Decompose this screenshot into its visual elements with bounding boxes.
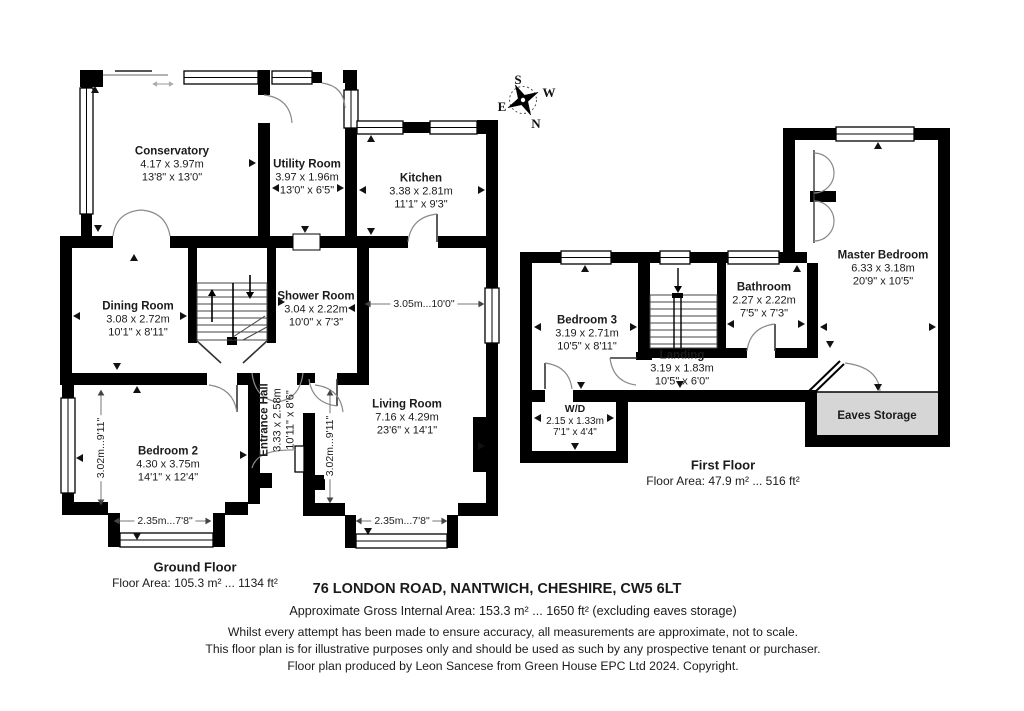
gross-internal-area: Approximate Gross Internal Area: 153.3 m² ... 1650 ft² (excluding eaves storage)	[289, 604, 737, 618]
room-label-landing: Landing 3.19 x 1.83m 10'5" x 6'0"	[650, 349, 714, 388]
room-label-entrance-hall: Entrance Hall 3.33 x 2.58m 10'11" x 8'6"	[258, 383, 297, 457]
property-address: 76 LONDON ROAD, NANTWICH, CHESHIRE, CW5 6LT	[312, 581, 682, 597]
compass-north: N	[531, 116, 541, 131]
room-label-kitchen: Kitchen 3.38 x 2.81m 11'1" x 9'3"	[389, 172, 453, 211]
credit-line: Floor plan produced by Leon Sancese from Green House EPC Ltd 2024. Copyright.	[287, 659, 739, 673]
room-label-living: Living Room 7.16 x 4.29m 23'6" x 14'1"	[372, 398, 442, 437]
room-label-bedroom2: Bedroom 2 4.30 x 3.75m 14'1" x 12'4"	[136, 445, 200, 484]
room-label-master: Master Bedroom 6.33 x 3.18m 20'9" x 10'5"	[837, 249, 929, 288]
stairs-ground	[197, 275, 267, 340]
dim-bedroom2-height: 3.02m...9'11"	[95, 415, 107, 481]
compass-south: S	[514, 72, 522, 87]
room-label-conservatory: Conservatory 4.17 x 3.97m 13'8" x 13'0"	[134, 145, 210, 184]
disclaimer-line-1: Whilst every attempt has been made to ensure accuracy, all measurements are approximate, not to scale.	[227, 625, 799, 639]
room-label-eaves: Eaves Storage	[837, 410, 917, 422]
dim-living-bay: 2.35m...7'8"	[371, 515, 432, 527]
conservatory-open-edge	[103, 71, 174, 87]
disclaimer-line-2: This floor plan is for illustrative purposes only and should be used as such by any prospective tenant or purchaser.	[205, 642, 821, 656]
compass-west: W	[542, 85, 556, 100]
compass-rose-icon	[508, 85, 538, 115]
room-label-utility: Utility Room 3.97 x 1.96m 13'0" x 6'5"	[273, 158, 341, 197]
room-label-wd: W/D 2.15 x 1.33m 7'1" x 4'4"	[546, 402, 604, 438]
dim-bedroom2-bay: 2.35m...7'8"	[134, 515, 195, 527]
opening-arrow-icon	[152, 81, 174, 87]
first-floor-title: First Floor	[690, 457, 756, 473]
room-label-dining: Dining Room 3.08 x 2.72m 10'1" x 8'11"	[102, 300, 174, 339]
room-label-bathroom: Bathroom 2.27 x 2.22m 7'5" x 7'3"	[732, 281, 796, 320]
ground-floor-title: Ground Floor	[153, 559, 237, 575]
room-label-bedroom3: Bedroom 3 3.19 x 2.71m 10'5" x 8'11"	[555, 314, 619, 353]
dim-living-height: 3.02m...9'11"	[324, 413, 336, 479]
stairs-first	[650, 268, 717, 348]
compass-east: E	[497, 99, 507, 114]
dim-living-width: 3.05m...10'0"	[390, 298, 457, 310]
ground-floor-area: Floor Area: 105.3 m² ... 1134 ft²	[112, 576, 278, 590]
first-floor-area: Floor Area: 47.9 m² ... 516 ft²	[646, 474, 800, 488]
room-label-shower: Shower Room 3.04 x 2.22m 10'0" x 7'3"	[277, 290, 355, 329]
